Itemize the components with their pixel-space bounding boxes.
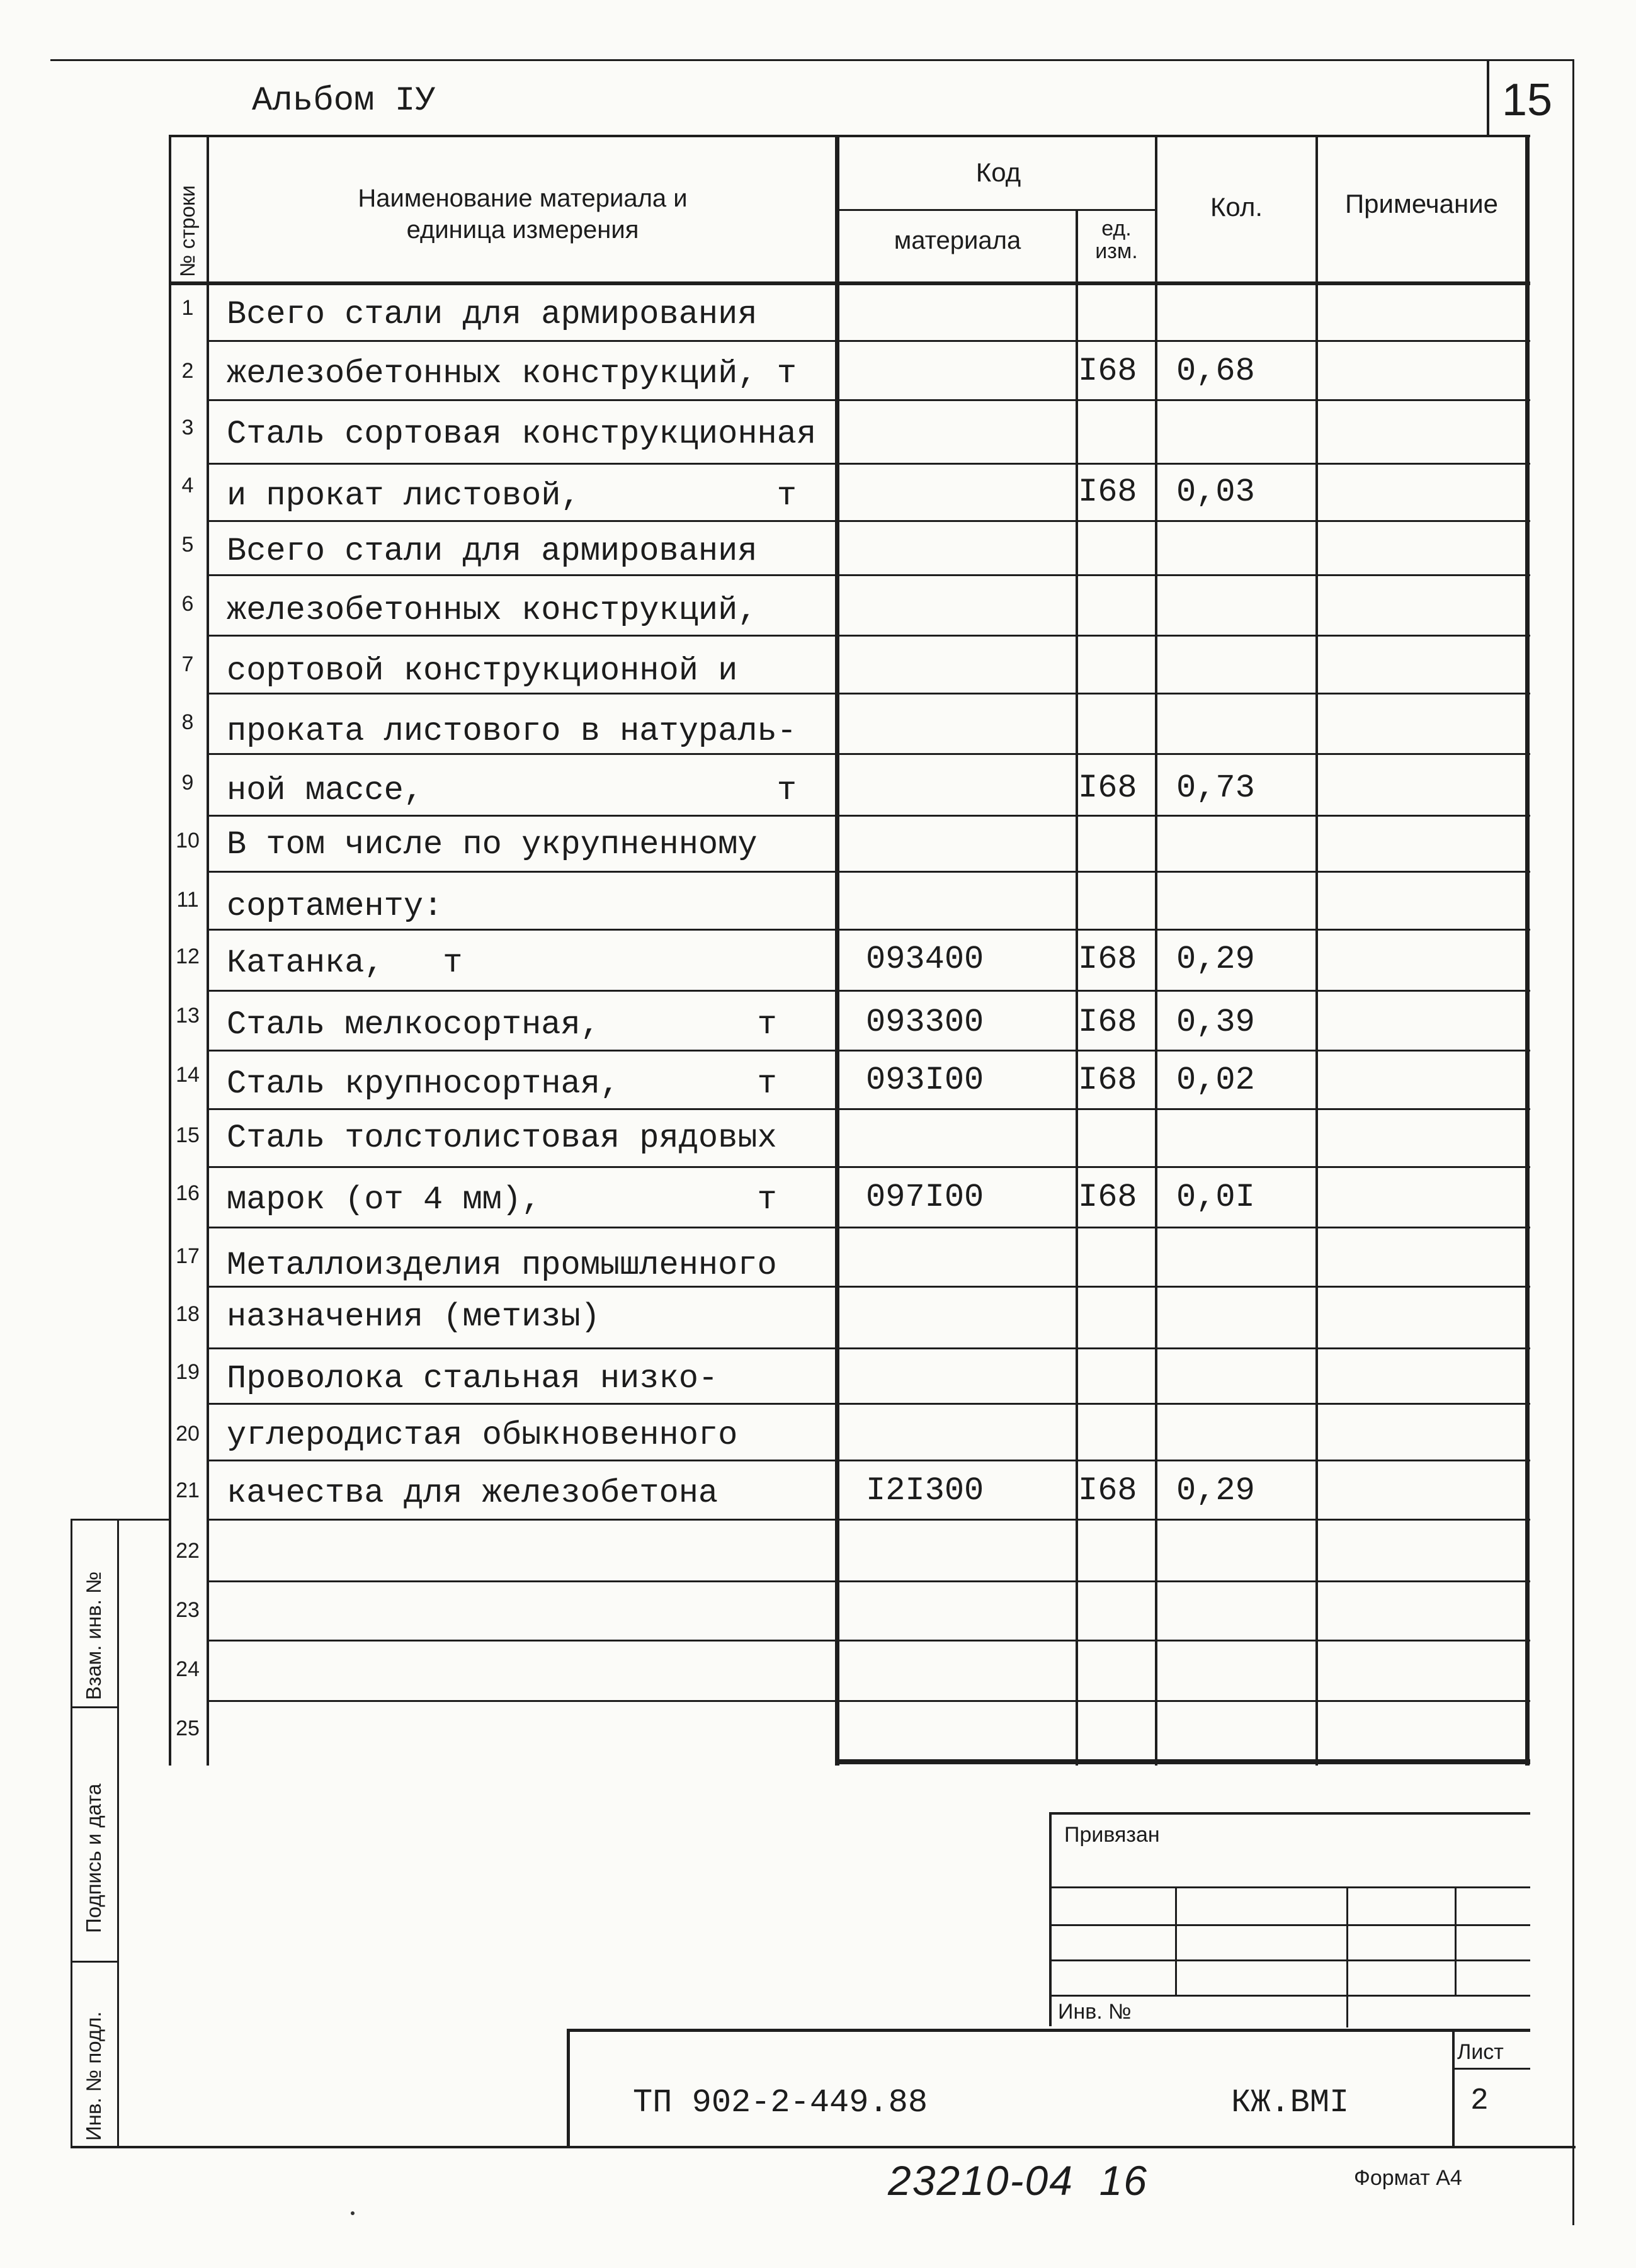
- header-qty: Кол.: [1210, 192, 1263, 222]
- tb-doc-code: ТП 902-2-449.88: [633, 2084, 928, 2121]
- tb-col-line: [1175, 1886, 1177, 1996]
- row-number: 2: [181, 359, 194, 383]
- header-note: Примечание: [1344, 189, 1499, 218]
- row-number: 12: [176, 944, 200, 968]
- row-qty: 0,03: [1176, 473, 1255, 511]
- tb-sheet-divider: [1452, 2068, 1530, 2070]
- row-qty: 0,0I: [1176, 1179, 1255, 1216]
- col-line-1: [207, 135, 209, 1766]
- header-bottom-line: [170, 281, 1530, 285]
- row-code: 093300: [866, 1004, 984, 1041]
- row-line: [208, 635, 1530, 637]
- row-unit: I68: [1078, 1179, 1137, 1216]
- row-line: [208, 399, 1530, 401]
- row-name: сортовой конструкционной и: [227, 652, 738, 689]
- table-bottom-line: [835, 1759, 1530, 1764]
- code-subheader-line: [836, 209, 1157, 211]
- side-stamp-outer: [71, 1519, 72, 2148]
- row-number: 7: [181, 652, 194, 676]
- row-number: 11: [176, 888, 199, 912]
- row-name: Металлоизделия промышленного: [227, 1247, 777, 1284]
- tb-col-line: [1455, 1886, 1457, 1996]
- row-number: 18: [176, 1302, 200, 1326]
- row-line: [208, 1050, 1530, 1052]
- row-name: сортаменту:: [227, 888, 443, 925]
- row-number: 19: [176, 1360, 200, 1384]
- row-number: 14: [176, 1063, 200, 1087]
- page-number-frame: [1487, 59, 1489, 135]
- header-code-material: материала: [894, 227, 1021, 254]
- row-number: 16: [176, 1181, 200, 1205]
- row-qty: 0,73: [1176, 769, 1255, 807]
- header-row-no: № строки: [176, 185, 199, 277]
- row-line: [208, 1460, 1530, 1461]
- row-name: и прокат листовой, т: [227, 477, 797, 514]
- row-qty: 0,29: [1176, 941, 1255, 978]
- row-number: 23: [176, 1598, 200, 1622]
- row-number: 6: [181, 592, 194, 616]
- row-line: [208, 1403, 1530, 1405]
- row-line: [208, 463, 1530, 465]
- row-line: [208, 990, 1530, 992]
- row-qty: 0,39: [1176, 1004, 1255, 1041]
- top-border: [50, 59, 1574, 61]
- album-title: Альбом IУ: [252, 82, 436, 120]
- row-qty: 0,68: [1176, 353, 1255, 390]
- header-name-line-1: Наименование материала и: [358, 184, 688, 212]
- side-vzam-label: Взам. инв. №: [82, 1571, 105, 1700]
- col-line-3: [1076, 209, 1078, 1766]
- row-line: [208, 340, 1530, 342]
- row-qty: 0,02: [1176, 1062, 1255, 1099]
- row-line: [208, 574, 1530, 576]
- row-number: 17: [176, 1244, 200, 1268]
- tb-main-left: [567, 2029, 570, 2148]
- tb-sheet-label: Лист: [1457, 2040, 1504, 2064]
- row-name: Всего стали для армирования: [227, 533, 758, 570]
- row-name: В том числе по укрупненному: [227, 826, 758, 863]
- tb-line: [1050, 1959, 1530, 1961]
- side-podpis-label: Подпись и дата: [82, 1783, 105, 1933]
- row-line: [208, 693, 1530, 695]
- row-unit: I68: [1078, 1472, 1137, 1509]
- right-border: [1572, 59, 1574, 2225]
- tb-mark: КЖ.ВМI: [1231, 2084, 1349, 2121]
- row-number: 5: [181, 533, 194, 557]
- row-line: [208, 753, 1530, 755]
- row-line: [208, 1640, 1530, 1641]
- row-line: [208, 1108, 1530, 1110]
- row-number: 24: [176, 1657, 200, 1681]
- tb-inv-no: Инв. №: [1058, 2000, 1132, 2024]
- row-code: I2I300: [866, 1472, 984, 1509]
- row-name: железобетонных конструкций, т: [227, 355, 797, 392]
- row-line: [208, 520, 1530, 522]
- row-name: Сталь мелкосортная, т: [227, 1006, 777, 1043]
- row-number: 1: [181, 296, 194, 320]
- row-name: железобетонных конструкций,: [227, 592, 758, 629]
- col-line-4: [1155, 135, 1157, 1766]
- tb-line: [1050, 1924, 1530, 1926]
- row-line: [208, 1227, 1530, 1228]
- speck: [351, 2211, 355, 2215]
- row-line: [208, 1519, 1530, 1521]
- footer-format: Формат А4: [1354, 2166, 1462, 2190]
- tb-sheet-left: [1452, 2029, 1455, 2148]
- col-line-2: [835, 135, 839, 1766]
- row-unit: I68: [1078, 473, 1137, 511]
- row-number: 21: [176, 1478, 200, 1502]
- row-name: назначения (метизы): [227, 1298, 600, 1335]
- side-stamp-inner: [117, 1519, 119, 2148]
- row-number: 10: [176, 829, 200, 853]
- row-number: 3: [181, 416, 194, 439]
- tb-line: [1050, 1886, 1530, 1888]
- header-top-line: [170, 135, 1530, 137]
- row-unit: I68: [1078, 353, 1137, 390]
- tb-main-top: [567, 2029, 1530, 2032]
- row-name: ной массе, т: [227, 772, 797, 809]
- row-number: 8: [181, 710, 194, 734]
- tb-left-line: [1049, 1812, 1052, 2026]
- footer-handwritten-number: 23210-04 16: [888, 2157, 1149, 2204]
- tb-sheet-value: 2: [1470, 2084, 1489, 2118]
- row-number: 13: [176, 1004, 200, 1028]
- row-code: 093400: [866, 941, 984, 978]
- side-stamp-divider: [71, 1706, 118, 1708]
- page-bottom-line: [71, 2146, 1576, 2148]
- row-number: 25: [176, 1716, 200, 1740]
- header-code-unit-line-1: ед.: [1101, 217, 1132, 241]
- row-line: [208, 929, 1530, 931]
- header-name-line-2: единица измерения: [406, 216, 639, 244]
- row-number: 20: [176, 1422, 200, 1446]
- row-line: [208, 1286, 1530, 1288]
- header-code: Код: [975, 157, 1021, 187]
- row-name: Сталь сортовая конструкционная: [227, 416, 817, 453]
- col-line-6: [1525, 135, 1530, 1766]
- row-name: углеродистая обыкновенного: [227, 1417, 738, 1454]
- row-name: Всего стали для армирования: [227, 296, 758, 333]
- row-unit: I68: [1078, 769, 1137, 807]
- header-code-unit-line-2: изм.: [1095, 239, 1138, 263]
- row-name: качества для железобетона: [227, 1475, 719, 1512]
- side-inv-podl-label: Инв. № подл.: [82, 2011, 105, 2141]
- tb-top-line: [1050, 1812, 1530, 1815]
- col-line-5: [1315, 135, 1318, 1766]
- row-unit: I68: [1078, 941, 1137, 978]
- row-number: 22: [176, 1539, 200, 1563]
- row-name: Сталь крупносортная, т: [227, 1065, 777, 1103]
- side-stamp-top: [71, 1519, 170, 1521]
- row-name: Катанка, т: [227, 944, 463, 982]
- row-name: проката листового в натураль-: [227, 713, 797, 750]
- row-name: Проволока стальная низко-: [227, 1360, 719, 1397]
- row-line: [208, 1347, 1530, 1349]
- row-line: [208, 1580, 1530, 1582]
- tb-privyazan: Привязан: [1064, 1823, 1160, 1847]
- row-line: [208, 1166, 1530, 1168]
- row-unit: I68: [1078, 1004, 1137, 1041]
- row-number: 9: [181, 771, 194, 795]
- row-number: 15: [176, 1123, 200, 1147]
- row-qty: 0,29: [1176, 1472, 1255, 1509]
- header-code-unit: [1078, 217, 1155, 263]
- row-line: [208, 1700, 1530, 1702]
- side-stamp-divider: [71, 1961, 118, 1963]
- row-name: Сталь толстолистовая рядовых: [227, 1120, 777, 1157]
- row-code: 093I00: [866, 1062, 984, 1099]
- row-number: 4: [181, 473, 194, 497]
- row-line: [208, 815, 1530, 817]
- row-line: [208, 871, 1530, 873]
- row-code: 097I00: [866, 1179, 984, 1216]
- page-number: 15: [1502, 75, 1553, 125]
- tb-col-line: [1346, 1886, 1348, 2027]
- tb-line: [1050, 1995, 1530, 1997]
- row-unit: I68: [1078, 1062, 1137, 1099]
- row-name: марок (от 4 мм), т: [227, 1181, 777, 1218]
- header-name: [214, 183, 831, 246]
